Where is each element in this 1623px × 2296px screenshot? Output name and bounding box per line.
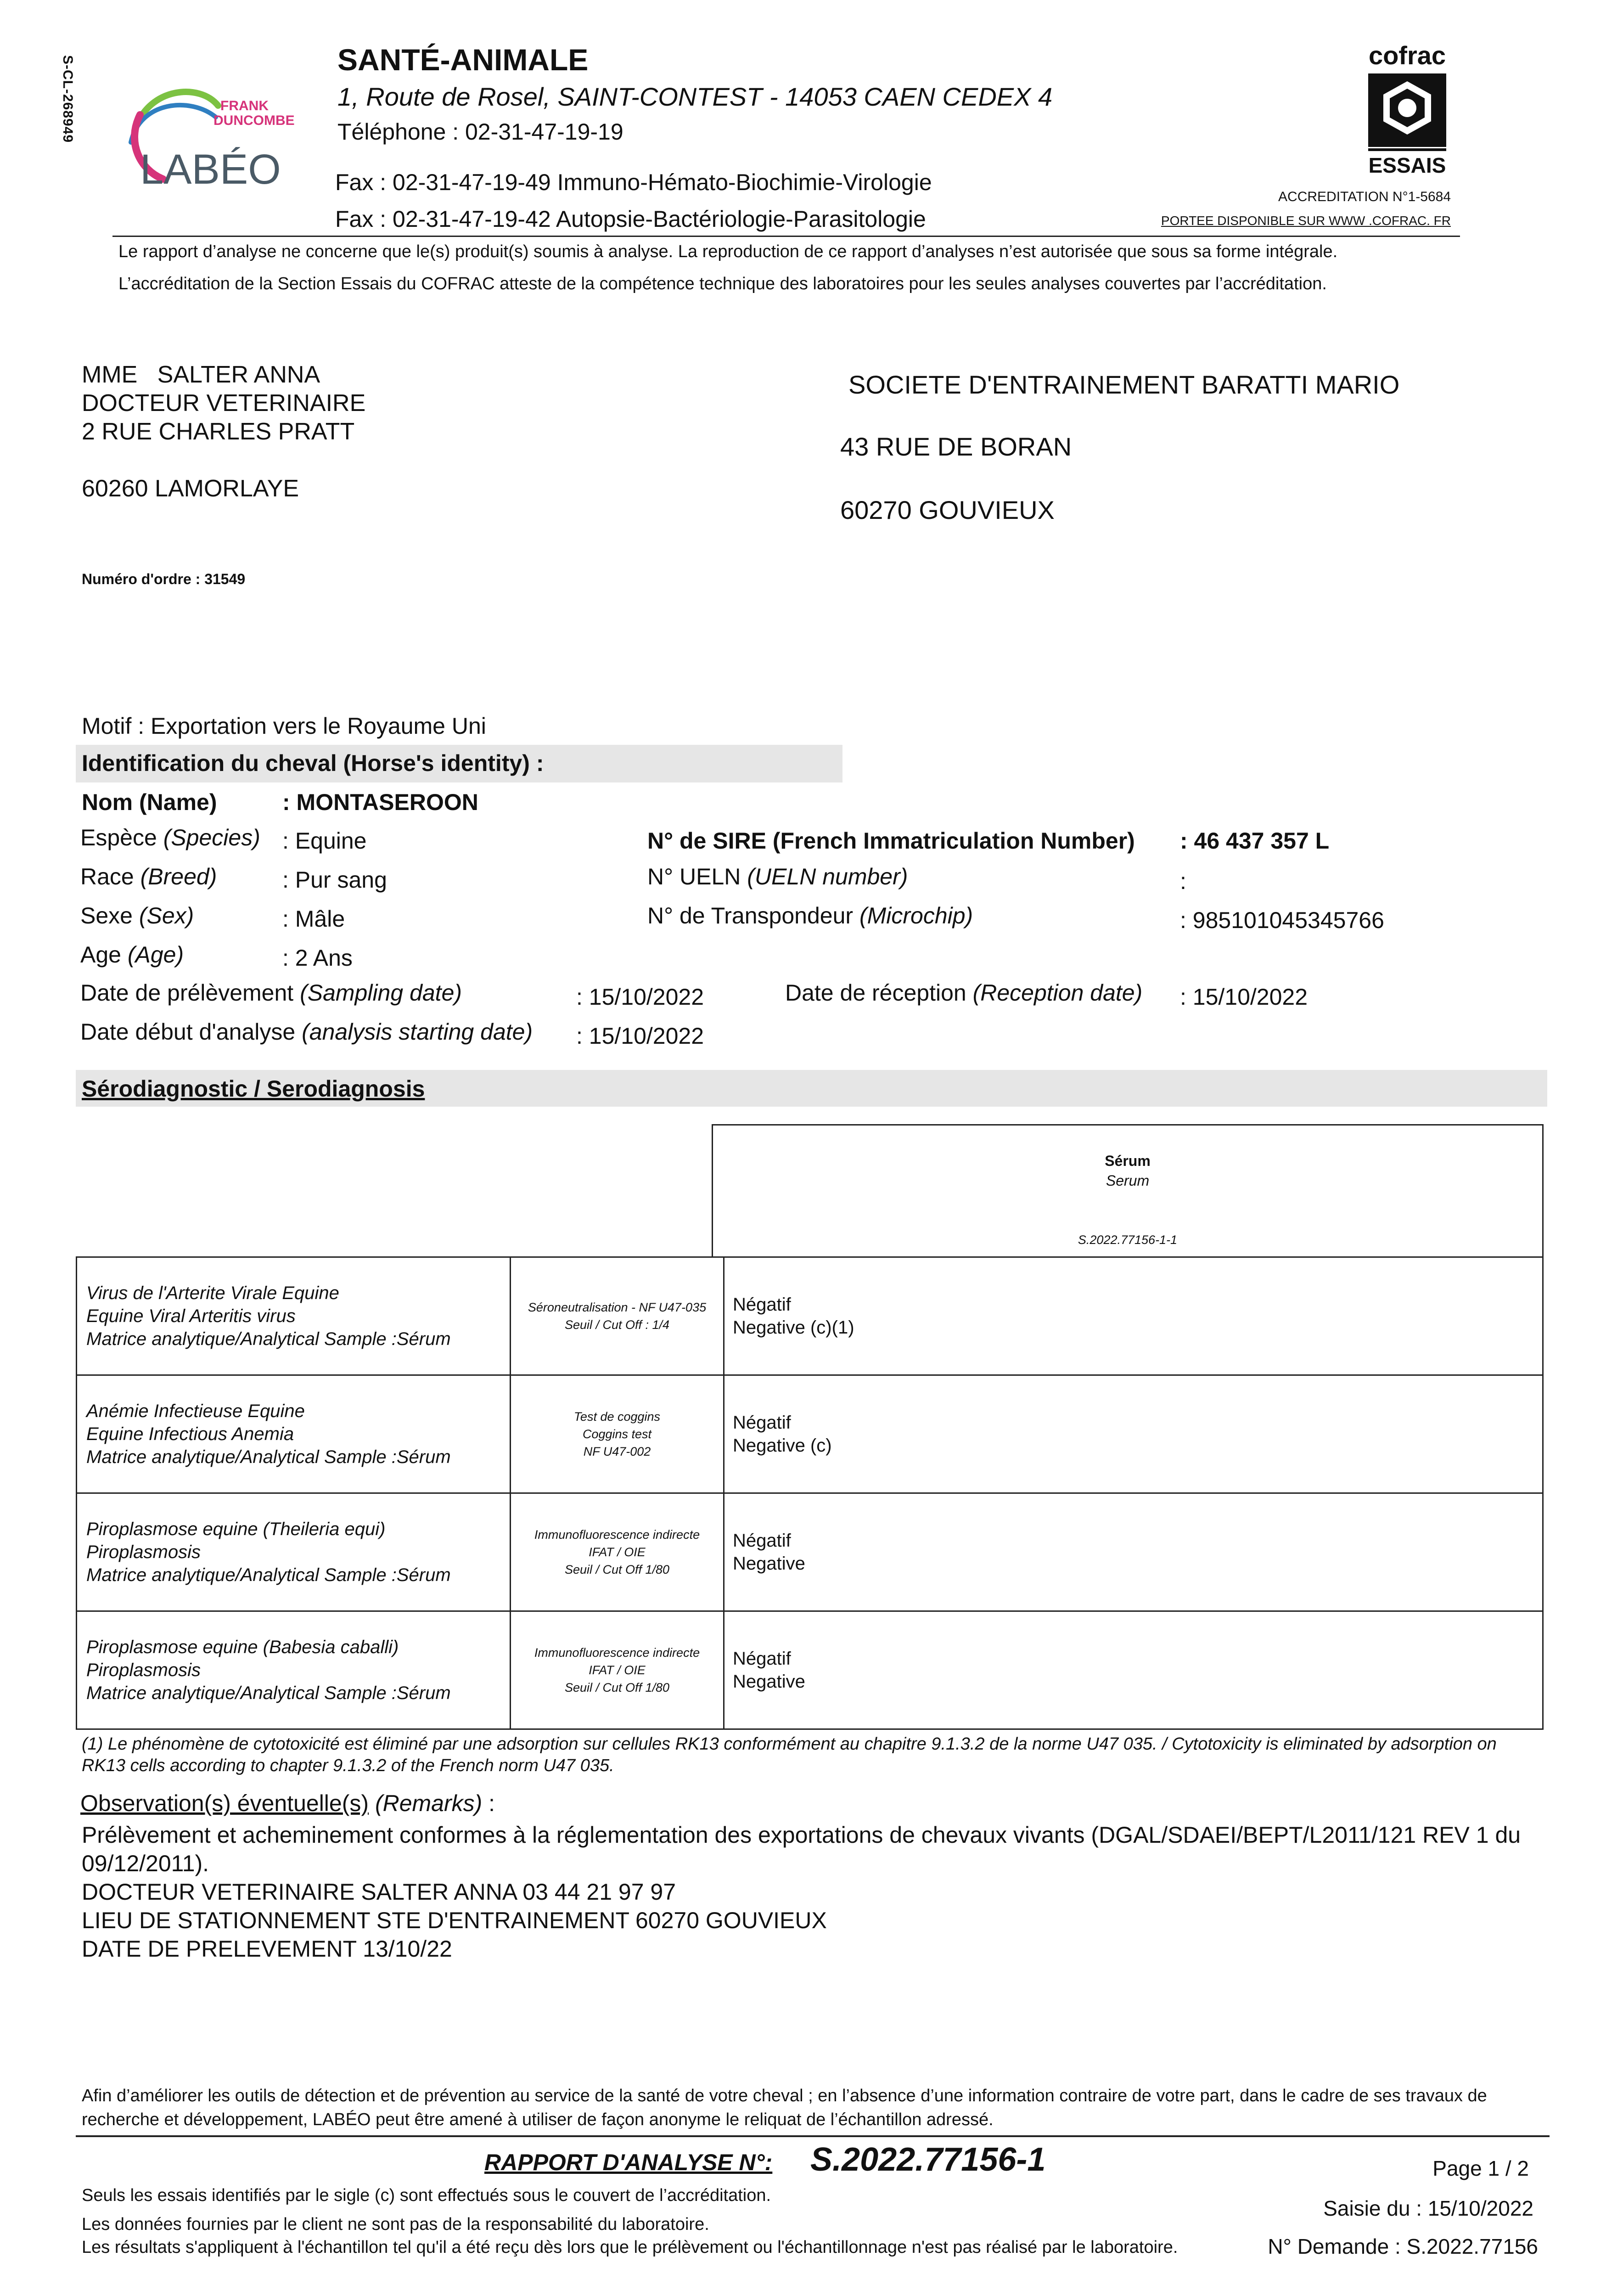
vet-address-block xyxy=(82,360,365,503)
footer-client-note: Les données fournies par le client ne sont pas de la responsabilité du laboratoire. xyxy=(82,2215,709,2234)
method-cell: Immunofluorescence indirecte IFAT / OIE Seuil / Cut Off 1/80 xyxy=(511,1611,724,1729)
ueln-label: N° UELN (UELN number) xyxy=(647,864,908,889)
cofrac-word: cofrac xyxy=(1368,41,1446,70)
breed-label: Race (Breed) xyxy=(80,864,217,889)
lab-address: 1, Route de Rosel, SAINT-CONTEST - 14053 CAEN CEDEX 4 xyxy=(337,82,1053,111)
footer-accreditation-note: Seuls les essais identifiés par le sigle (c) sont effectués sous le couvert de l’accréditation. xyxy=(82,2186,771,2205)
page-number: Page 1 / 2 xyxy=(1432,2156,1529,2180)
lab-fax-autopsie: Fax : 02-31-47-19-42 Autopsie-Bactériologie-Parasitologie xyxy=(335,206,926,232)
name-value: : MONTASEROON xyxy=(282,789,478,815)
test-cell: Virus de l'Arterite Virale Equine Equine Viral Arteritis virus Matrice analytique/Analytical Sample :Sérum xyxy=(77,1257,511,1375)
document-side-code: S-CL-268949 xyxy=(60,55,75,143)
breed-value: : Pur sang xyxy=(282,867,387,893)
species-value: : Equine xyxy=(282,828,367,854)
result-cell: Négatif Negative xyxy=(724,1493,1543,1611)
reception-date-label: Date de réception (Reception date) xyxy=(785,980,1143,1006)
table-row xyxy=(77,1493,1543,1611)
logo-frank: FRANK xyxy=(220,98,269,113)
sire-label: N° de SIRE (French Immatriculation Number) xyxy=(647,828,1135,854)
result-cell: Négatif Negative (c)(1) xyxy=(724,1257,1543,1375)
disclaimer-accreditation: L’accréditation de la Section Essais du COFRAC atteste de la compétence technique des laboratoires pour les seules analyses couvertes par l’accréditation. xyxy=(118,274,1327,293)
cofrac-logo xyxy=(1359,41,1455,179)
name-label: Nom (Name) xyxy=(82,789,217,815)
request-number: N° Demande : S.2022.77156 xyxy=(1268,2234,1538,2258)
method-cell: Immunofluorescence indirecte IFAT / OIE Seuil / Cut Off 1/80 xyxy=(511,1493,724,1611)
vet-city: 60260 LAMORLAYE xyxy=(82,475,299,502)
method-cell: Séroneutralisation - NF U47-035 Seuil / Cut Off : 1/4 xyxy=(511,1257,724,1375)
sample-type-en: Serum xyxy=(1106,1172,1150,1189)
result-cell: Négatif Negative xyxy=(724,1611,1543,1729)
motif: Motif : Exportation vers le Royaume Uni xyxy=(82,713,486,739)
owner-name: SOCIETE D'ENTRAINEMENT BARATTI MARIO xyxy=(848,370,1400,399)
remark-line: DATE DE PRELEVEMENT 13/10/22 xyxy=(82,1936,452,1962)
analysis-date-label: Date début d'analyse (analysis starting date) xyxy=(80,1019,533,1045)
remarks-body xyxy=(82,1821,1551,1963)
lab-phone: Téléphone : 02-31-47-19-19 xyxy=(337,119,623,145)
table-row xyxy=(77,1375,1543,1493)
labeo-logo xyxy=(122,73,314,197)
owner-city: 60270 GOUVIEUX xyxy=(840,495,1055,524)
test-cell: Piroplasmose equine (Babesia caballi) Piroplasmosis Matrice analytique/Analytical Sample :Sérum xyxy=(77,1611,511,1729)
vet-street: 2 RUE CHARLES PRATT xyxy=(82,418,355,445)
sampling-date-label: Date de prélèvement (Sampling date) xyxy=(80,980,462,1006)
sex-value: : Mâle xyxy=(282,906,345,932)
lab-title: SANTÉ-ANIMALE xyxy=(337,43,589,77)
cytotoxicity-footnote: (1) Le phénomène de cytotoxicité est éliminé par une adsorption sur cellules RK13 conformément au chapitre 9.1.3.2 de la norme U47 035. / Cytotoxicity is eliminated by adsorption on RK13 cells according to chapter 9.1.3.2 of the French norm U47 035. xyxy=(82,1734,1497,1775)
cofrac-portee-link[interactable]: PORTEE DISPONIBLE SUR WWW .COFRAC. FR xyxy=(1161,214,1451,228)
table-row xyxy=(77,1611,1543,1729)
sex-label: Sexe (Sex) xyxy=(80,903,194,929)
table-row xyxy=(77,1257,1543,1375)
age-value: : 2 Ans xyxy=(282,945,353,971)
result-cell: Négatif Negative (c) xyxy=(724,1375,1543,1493)
test-cell: Anémie Infectieuse Equine Equine Infectious Anemia Matrice analytique/Analytical Sample :Sérum xyxy=(77,1375,511,1493)
entry-date: Saisie du : 15/10/2022 xyxy=(1323,2196,1533,2220)
reception-date-value: : 15/10/2022 xyxy=(1180,984,1308,1010)
remark-line: LIEU DE STATIONNEMENT STE D'ENTRAINEMENT 60270 GOUVIEUX xyxy=(82,1908,827,1933)
age-label: Age (Age) xyxy=(80,942,184,968)
order-number: Numéro d'ordre : 31549 xyxy=(82,571,246,587)
logo-duncombe: DUNCOMBE xyxy=(213,113,295,128)
remarks-title: Observation(s) éventuelle(s) (Remarks) : xyxy=(80,1790,495,1816)
footer-divider xyxy=(76,2135,1550,2137)
sample-code: S.2022.77156-1-1 xyxy=(1078,1233,1178,1247)
species-label: Espèce (Species) xyxy=(80,825,260,850)
sampling-date-value: : 15/10/2022 xyxy=(576,984,704,1010)
disclaimer-reproduction: Le rapport d’analyse ne concerne que le(s) produit(s) soumis à analyse. La reproduction de ce rapport d’analyses n’est autorisée que sous sa forme intégrale. xyxy=(118,242,1338,261)
remark-line: Prélèvement et acheminement conformes à la réglementation des exportations de chevaux vivants (DGAL/SDAEI/BEPT/L2011/121 REV 1 du 09/12/2011). xyxy=(82,1822,1521,1876)
transponder-value: : 985101045345766 xyxy=(1180,907,1384,933)
remark-line: DOCTEUR VETERINAIRE SALTER ANNA 03 44 21 97 97 xyxy=(82,1879,676,1905)
analysis-date-value: : 15/10/2022 xyxy=(576,1023,704,1049)
vet-title: DOCTEUR VETERINAIRE xyxy=(82,390,366,416)
cofrac-essais: ESSAIS xyxy=(1368,153,1446,177)
ueln-value: : xyxy=(1180,868,1186,894)
sample-type-fr: Sérum xyxy=(1105,1153,1151,1169)
sire-value: : 46 437 357 L xyxy=(1180,828,1330,854)
identity-title: Identification du cheval (Horse's identity) : xyxy=(82,750,544,776)
report-label: RAPPORT D'ANALYSE N°: xyxy=(484,2150,773,2175)
report-number: S.2022.77156-1 xyxy=(810,2141,1046,2178)
results-table xyxy=(76,1256,1544,1730)
cofrac-accreditation: ACCREDITATION N°1-5684 xyxy=(1278,189,1451,204)
lab-fax-immuno: Fax : 02-31-47-19-49 Immuno-Hémato-Biochimie-Virologie xyxy=(335,169,932,195)
logo-labeo: LABÉO xyxy=(140,146,281,193)
vet-name: MME SALTER ANNA xyxy=(82,361,320,388)
footer-results-note: Les résultats s'appliquent à l'échantillon tel qu'il a été reçu dès lors que le prélèvement ou l'échantillonnage n'est pas réalisé par le laboratoire. xyxy=(82,2238,1178,2257)
research-note: Afin d’améliorer les outils de détection et de prévention au service de la santé de votre cheval ; en l’absence d’une information contraire de votre part, dans le cadre de ses travaux de recherche et développement, LABÉO peut être amené à utiliser de façon anonyme le reliquat de l’échantillon adressé. xyxy=(82,2086,1487,2129)
owner-street: 43 RUE DE BORAN xyxy=(840,432,1072,461)
sero-title: Sérodiagnostic / Serodiagnosis xyxy=(82,1076,425,1102)
header-divider xyxy=(112,236,1460,237)
method-cell: Test de coggins Coggins test NF U47-002 xyxy=(511,1375,724,1493)
test-cell: Piroplasmose equine (Theileria equi) Piroplasmosis Matrice analytique/Analytical Sample :Sérum xyxy=(77,1493,511,1611)
transponder-label: N° de Transpondeur (Microchip) xyxy=(647,903,973,929)
